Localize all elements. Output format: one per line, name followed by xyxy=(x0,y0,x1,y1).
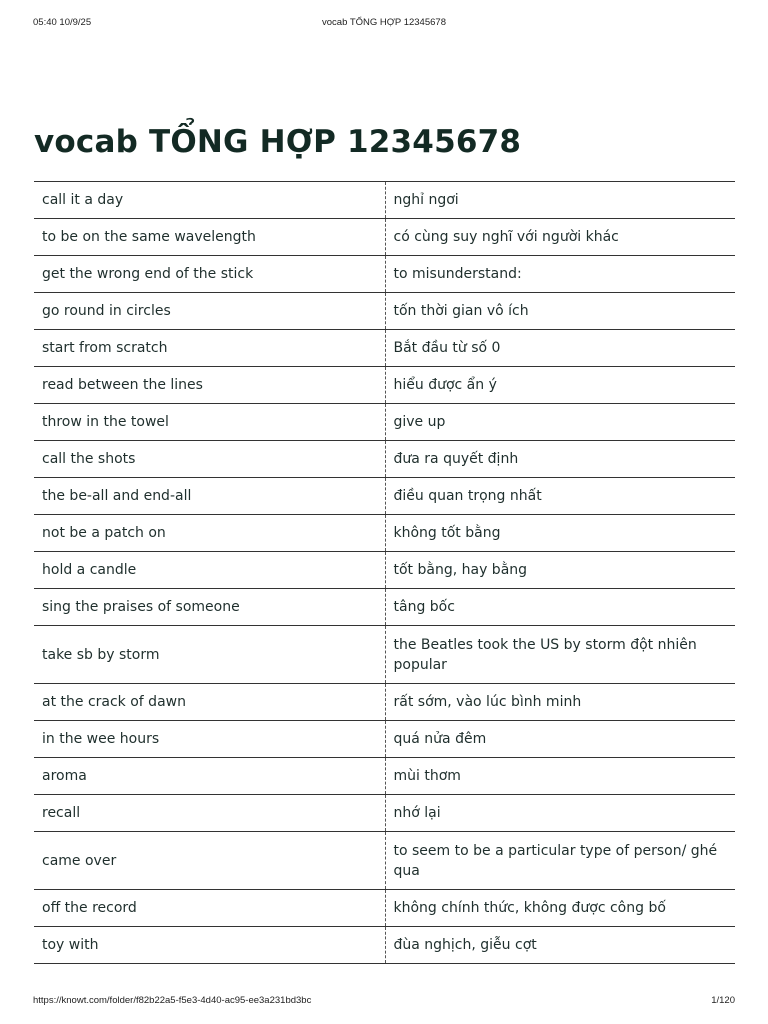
table-row xyxy=(34,441,735,478)
term-cell: call it a day xyxy=(42,192,124,208)
term-cell: recall xyxy=(42,805,81,821)
definition-cell: to seem to be a particular type of person/ ghé qua xyxy=(385,832,735,890)
table-row xyxy=(34,626,735,684)
table-row xyxy=(34,330,735,367)
table-row xyxy=(34,515,735,552)
print-url: https://knowt.com/folder/f82b22a5-f5e3-4d40-ac95-ee3a231bd3bc xyxy=(33,995,312,1006)
page-indicator: 1/120 xyxy=(711,995,735,1006)
term-cell: sing the praises of someone xyxy=(42,599,240,615)
term-cell: take sb by storm xyxy=(42,646,160,663)
term-cell: get the wrong end of the stick xyxy=(42,266,254,282)
definition-cell: to misunderstand: xyxy=(385,256,735,293)
term-cell: start from scratch xyxy=(42,340,168,356)
print-footer xyxy=(33,995,735,1007)
print-datetime: 05:40 10/9/25 xyxy=(33,17,92,28)
table-row xyxy=(34,367,735,404)
table-row xyxy=(34,552,735,589)
table-row xyxy=(34,927,735,964)
definition-cell: mùi thơm xyxy=(385,758,735,795)
table-row xyxy=(34,721,735,758)
definition-cell: rất sớm, vào lúc bình minh xyxy=(385,684,735,721)
definition-cell: nghỉ ngơi xyxy=(385,182,735,219)
definition-cell: không chính thức, không được công bố xyxy=(385,890,735,927)
page-title: vocab TỔNG HỢP 12345678 xyxy=(34,124,522,160)
term-cell: not be a patch on xyxy=(42,525,166,541)
table-row xyxy=(34,684,735,721)
definition-cell: Bắt đầu từ số 0 xyxy=(385,330,735,367)
definition-cell: quá nửa đêm xyxy=(385,721,735,758)
print-doc-title: vocab TỔNG HỢP 12345678 xyxy=(322,17,446,28)
table-row xyxy=(34,795,735,832)
vocab-table xyxy=(34,181,735,964)
table-row xyxy=(34,589,735,626)
table-row xyxy=(34,478,735,515)
definition-cell: give up xyxy=(385,404,735,441)
table-row xyxy=(34,256,735,293)
term-cell: toy with xyxy=(42,937,99,953)
table-row xyxy=(34,182,735,219)
definition-cell: có cùng suy nghĩ với người khác xyxy=(385,219,735,256)
table-row xyxy=(34,832,735,890)
term-cell: go round in circles xyxy=(42,303,171,319)
definition-cell: không tốt bằng xyxy=(385,515,735,552)
term-cell: read between the lines xyxy=(42,377,203,393)
definition-cell: điều quan trọng nhất xyxy=(385,478,735,515)
definition-cell: hiểu được ẩn ý xyxy=(385,367,735,404)
term-cell: in the wee hours xyxy=(42,731,160,747)
table-row xyxy=(34,890,735,927)
term-cell: came over xyxy=(42,852,117,869)
definition-cell: nhớ lại xyxy=(385,795,735,832)
table-row xyxy=(34,293,735,330)
table-row xyxy=(34,219,735,256)
table-row xyxy=(34,404,735,441)
definition-cell: đùa nghịch, giễu cợt xyxy=(385,927,735,964)
term-cell: hold a candle xyxy=(42,562,137,578)
definition-cell: the Beatles took the US by storm đột nhiên popular xyxy=(385,626,735,684)
term-cell: to be on the same wavelength xyxy=(42,229,256,245)
table-row xyxy=(34,758,735,795)
definition-cell: tâng bốc xyxy=(385,589,735,626)
term-cell: off the record xyxy=(42,900,137,916)
definition-cell: đưa ra quyết định xyxy=(385,441,735,478)
term-cell: throw in the towel xyxy=(42,414,169,430)
term-cell: at the crack of dawn xyxy=(42,694,186,710)
print-header xyxy=(33,17,735,29)
definition-cell: tốt bằng, hay bằng xyxy=(385,552,735,589)
term-cell: the be-all and end-all xyxy=(42,488,192,504)
definition-cell: tốn thời gian vô ích xyxy=(385,293,735,330)
term-cell: call the shots xyxy=(42,451,136,467)
term-cell: aroma xyxy=(42,768,87,784)
